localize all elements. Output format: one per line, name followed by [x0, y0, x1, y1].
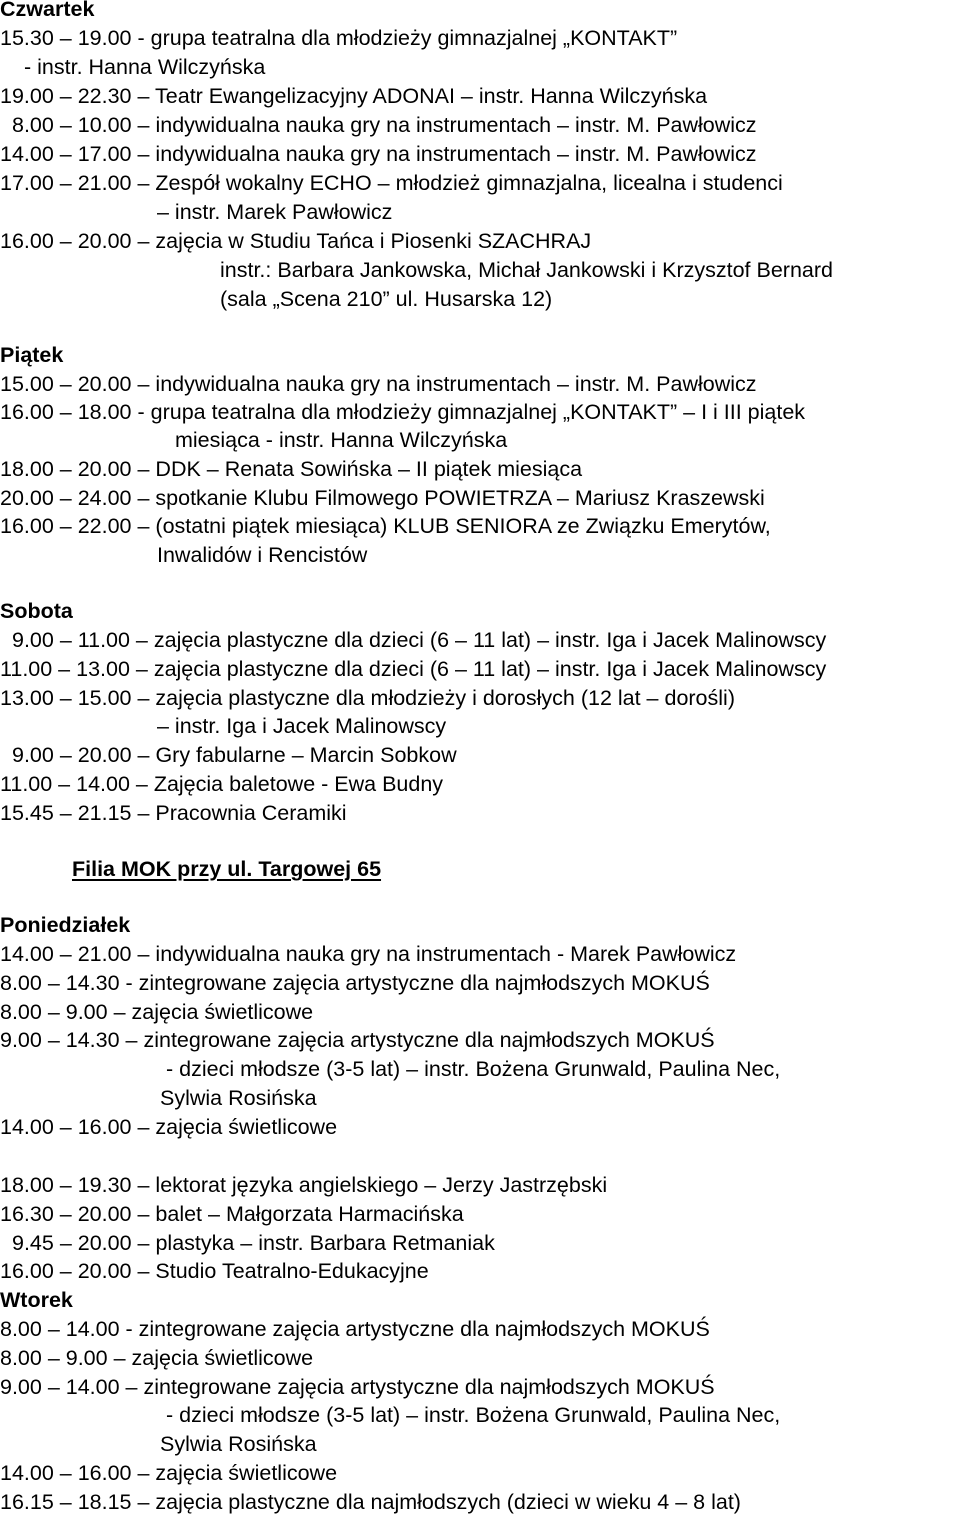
schedule-line: 16.00 – 20.00 – zajęcia w Studiu Tańca i Piosenki SZACHRAJ	[0, 229, 592, 253]
day-heading: Wtorek	[0, 1288, 73, 1312]
schedule-line: 16.00 – 18.00 - grupa teatralna dla młodzieży gimnazjalnej „KONTAKT” – I i III piątek	[0, 400, 806, 424]
schedule-line: 11.00 – 14.00 – Zajęcia baletowe - Ewa Budny	[0, 772, 444, 796]
schedule-line: - dzieci młodsze (3-5 lat) – instr. Bożena Grunwald, Paulina Nec,	[166, 1403, 781, 1427]
schedule-line: 16.30 – 20.00 – balet – Małgorzata Harmacińska	[0, 1202, 464, 1226]
schedule-line: 15.30 – 19.00 - grupa teatralna dla młodzieży gimnazjalnej „KONTAKT”	[0, 26, 678, 50]
schedule-line: - instr. Hanna Wilczyńska	[24, 55, 266, 79]
schedule-line: 9.00 – 14.30 – zintegrowane zajęcia artystyczne dla najmłodszych MOKUŚ	[0, 1028, 715, 1052]
day-heading: Czwartek	[0, 0, 95, 21]
schedule-line: – instr. Iga i Jacek Malinowscy	[157, 714, 447, 738]
day-heading: Piątek	[0, 343, 64, 367]
schedule-line: 14.00 – 21.00 – indywidualna nauka gry na instrumentach - Marek Pawłowicz	[0, 942, 737, 966]
schedule-line: 9.00 – 14.00 – zintegrowane zajęcia artystyczne dla najmłodszych MOKUŚ	[0, 1375, 715, 1399]
schedule-line: 8.00 – 9.00 – zajęcia świetlicowe	[0, 1000, 314, 1024]
schedule-line: 14.00 – 16.00 – zajęcia świetlicowe	[0, 1461, 338, 1485]
schedule-line: Sylwia Rosińska	[160, 1086, 317, 1110]
schedule-line: 14.00 – 16.00 – zajęcia świetlicowe	[0, 1115, 338, 1139]
schedule-line: (sala „Scena 210” ul. Husarska 12)	[220, 287, 553, 311]
schedule-line: 16.00 – 20.00 – Studio Teatralno-Edukacyjne	[0, 1259, 429, 1283]
schedule-line: 19.00 – 22.30 – Teatr Ewangelizacyjny ADONAI – instr. Hanna Wilczyńska	[0, 84, 708, 108]
section-heading: Filia MOK przy ul. Targowej 65	[72, 857, 382, 881]
day-heading: Sobota	[0, 599, 73, 623]
schedule-line: – instr. Marek Pawłowicz	[157, 200, 393, 224]
schedule-line: 14.00 – 17.00 – indywidualna nauka gry na instrumentach – instr. M. Pawłowicz	[0, 142, 757, 166]
schedule-line: 8.00 – 14.00 - zintegrowane zajęcia artystyczne dla najmłodszych MOKUŚ	[0, 1317, 710, 1341]
schedule-line: Sylwia Rosińska	[160, 1432, 317, 1456]
schedule-line: 9.45 – 20.00 – plastyka – instr. Barbara Retmaniak	[12, 1231, 495, 1255]
schedule-line: 11.00 – 13.00 – zajęcia plastyczne dla dzieci (6 – 11 lat) – instr. Iga i Jacek Malinowscy	[0, 657, 827, 681]
schedule-line: Inwalidów i Rencistów	[157, 543, 368, 567]
schedule-line: 8.00 – 14.30 - zintegrowane zajęcia artystyczne dla najmłodszych MOKUŚ	[0, 971, 710, 995]
schedule-line: 16.00 – 22.00 – (ostatni piątek miesiąca) KLUB SENIORA ze Związku Emerytów,	[0, 514, 771, 538]
schedule-line: 8.00 – 10.00 – indywidualna nauka gry na instrumentach – instr. M. Pawłowicz	[12, 113, 757, 137]
schedule-line: 9.00 – 11.00 – zajęcia plastyczne dla dzieci (6 – 11 lat) – instr. Iga i Jacek Malinowscy	[12, 628, 827, 652]
schedule-line: 8.00 – 9.00 – zajęcia świetlicowe	[0, 1346, 314, 1370]
schedule-line: 15.00 – 20.00 – indywidualna nauka gry na instrumentach – instr. M. Pawłowicz	[0, 372, 757, 396]
schedule-line: 9.00 – 20.00 – Gry fabularne – Marcin Sobkow	[12, 743, 457, 767]
schedule-line: 20.00 – 24.00 – spotkanie Klubu Filmowego POWIETRZA – Mariusz Kraszewski	[0, 486, 765, 510]
schedule-line: miesiąca - instr. Hanna Wilczyńska	[175, 428, 508, 452]
schedule-line: 13.00 – 15.00 – zajęcia plastyczne dla młodzieży i dorosłych (12 lat – dorośli)	[0, 686, 735, 710]
schedule-line: 16.15 – 18.15 – zajęcia plastyczne dla najmłodszych (dzieci w wieku 4 – 8 lat)	[0, 1490, 741, 1514]
schedule-line: 17.00 – 21.00 – Zespół wokalny ECHO – młodzież gimnazjalna, licealna i studenci	[0, 171, 783, 195]
schedule-line: 15.45 – 21.15 – Pracownia Ceramiki	[0, 801, 347, 825]
schedule-line: instr.: Barbara Jankowska, Michał Jankowski i Krzysztof Bernard	[220, 258, 833, 282]
schedule-line: - dzieci młodsze (3-5 lat) – instr. Bożena Grunwald, Paulina Nec,	[166, 1057, 781, 1081]
schedule-line: 18.00 – 20.00 – DDK – Renata Sowińska – II piątek miesiąca	[0, 457, 583, 481]
day-heading: Poniedziałek	[0, 913, 131, 937]
schedule-line: 18.00 – 19.30 – lektorat języka angielskiego – Jerzy Jastrzębski	[0, 1173, 608, 1197]
